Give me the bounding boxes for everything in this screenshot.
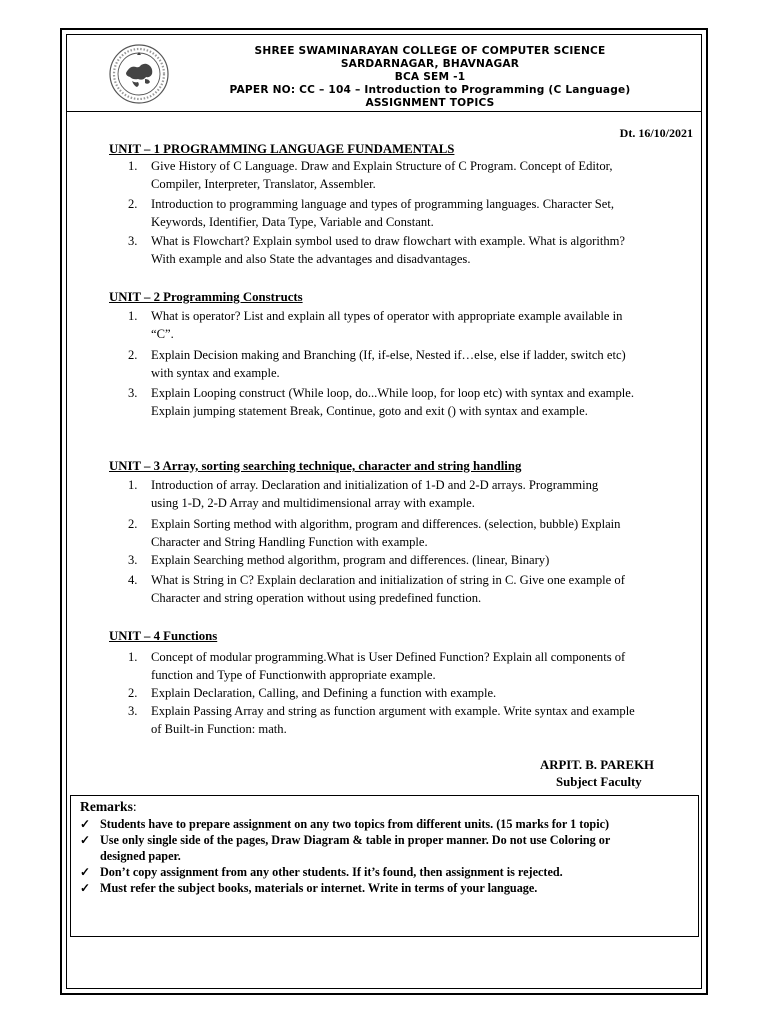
topic-line: of Built-in Function: math. [151,722,287,736]
topic-number: 1. [128,159,138,173]
college-seal-icon [108,43,170,105]
topic-text [151,307,691,343]
remark-text [100,864,700,880]
topic-number: 3. [128,386,138,400]
topic-line: Introduction of array. Declaration and initialization of 1-D and 2-D arrays. Programming [151,478,599,492]
checkmark-icon: ✓ [80,865,91,879]
unit-title: UNIT – 4 Functions [109,629,218,643]
remark-text [100,880,700,896]
remark-text [100,832,700,864]
unit-title: UNIT – 1 PROGRAMMING LANGUAGE FUNDAMENTALS [109,142,455,156]
topic-line: “C”. [151,327,174,341]
topic-line: Concept of modular programming.What is User Defined Function? Explain all components of [151,650,626,664]
college-name: SHREE SWAMINARAYAN COLLEGE OF COMPUTER SCIENCE [254,45,606,57]
remark-line: Don’t copy assignment from any other students. If it’s found, then assignment is rejected. [100,865,563,879]
topic-number: 2. [128,517,138,531]
remark-line: Use only single side of the pages, Draw Diagram & table in proper manner. Do not use Coloring or [100,833,611,847]
topic-number: 1. [128,309,138,323]
topic-text [151,684,691,702]
remark-line: Students have to prepare assignment on any two topics from different units. (15 marks for 1 topic) [100,817,610,831]
topic-line: Explain Passing Array and string as function argument with example. Write syntax and example [151,704,635,718]
topic-text [151,515,691,551]
topic-number: 2. [128,197,138,211]
topic-text [151,384,691,420]
topic-line: Keywords, Identifier, Data Type, Variable and Constant. [151,215,434,229]
college-location: SARDARNAGAR, BHAVNAGAR [340,58,520,70]
topic-line: What is Flowchart? Explain symbol used to draw flowchart with example. What is algorithm? [151,234,626,248]
topic-line: Explain Looping construct (While loop, do...While loop, for loop etc) with syntax and example. [151,386,634,400]
topic-number: 2. [128,686,138,700]
topic-line: Explain Declaration, Calling, and Defining a function with example. [151,686,497,700]
topic-text [151,551,691,569]
topic-line: function and Type of Functionwith appropriate example. [151,668,436,682]
assignment-heading: ASSIGNMENT TOPICS [365,97,495,109]
topic-line: What is operator? List and explain all types of operator with appropriate example available in [151,309,623,323]
topic-line: with syntax and example. [151,366,280,380]
remark-line: designed paper. [100,849,181,863]
checkmark-icon: ✓ [80,833,91,847]
topic-number: 3. [128,704,138,718]
topic-number: 1. [128,478,138,492]
topic-number: 3. [128,234,138,248]
topic-text [151,476,691,512]
remarks-title: Remarks: [80,799,137,814]
topic-line: Explain Sorting method with algorithm, program and differences. (selection, bubble) Explain [151,517,621,531]
semester: BCA SEM -1 [394,71,466,83]
topic-line: Explain Searching method algorithm, program and differences. (linear, Binary) [151,553,550,567]
topic-number: 2. [128,348,138,362]
topic-line: Introduction to programming language and types of programming languages. Character Set, [151,197,615,211]
topic-line: Explain jumping statement Break, Continue, goto and exit () with syntax and example. [151,404,588,418]
checkmark-icon: ✓ [80,817,91,831]
faculty-role: Subject Faculty [556,775,642,789]
remark-text [100,816,700,832]
topic-text [151,648,691,684]
topic-text [151,232,691,268]
faculty-name: ARPIT. B. PAREKH [540,758,654,772]
topic-text [151,571,691,607]
topic-text [151,195,691,231]
unit-title: UNIT – 3 Array, sorting searching technique, character and string handling [109,459,522,473]
topic-text [151,157,691,193]
topic-line: Give History of C Language. Draw and Explain Structure of C Program. Concept of Editor, [151,159,613,173]
topic-line: Character and String Handling Function with example. [151,535,428,549]
issue-date: Dt. 16/10/2021 [619,126,693,140]
header-divider [66,111,702,112]
topic-number: 3. [128,553,138,567]
topic-number: 1. [128,650,138,664]
paper-title: PAPER NO: CC – 104 – Introduction to Programming (C Language) [229,84,631,96]
remark-line: Must refer the subject books, materials or internet. Write in terms of your language. [100,881,538,895]
topic-line: What is String in C? Explain declaration and initialization of string in C. Give one example of [151,573,625,587]
topic-line: using 1-D, 2-D Array and multidimensional array with example. [151,496,475,510]
topic-line: Explain Decision making and Branching (If, if-else, Nested if…else, else if ladder, switch etc) [151,348,626,362]
topic-number: 4. [128,573,138,587]
topic-line: Compiler, Interpreter, Translator, Assembler. [151,177,376,191]
topic-line: Character and string operation without using predefined function. [151,591,482,605]
unit-title: UNIT – 2 Programming Constructs [109,290,303,304]
topic-text [151,346,691,382]
topic-text [151,702,691,738]
topic-line: With example and also State the advantages and disadvantages. [151,252,471,266]
checkmark-icon: ✓ [80,881,91,895]
